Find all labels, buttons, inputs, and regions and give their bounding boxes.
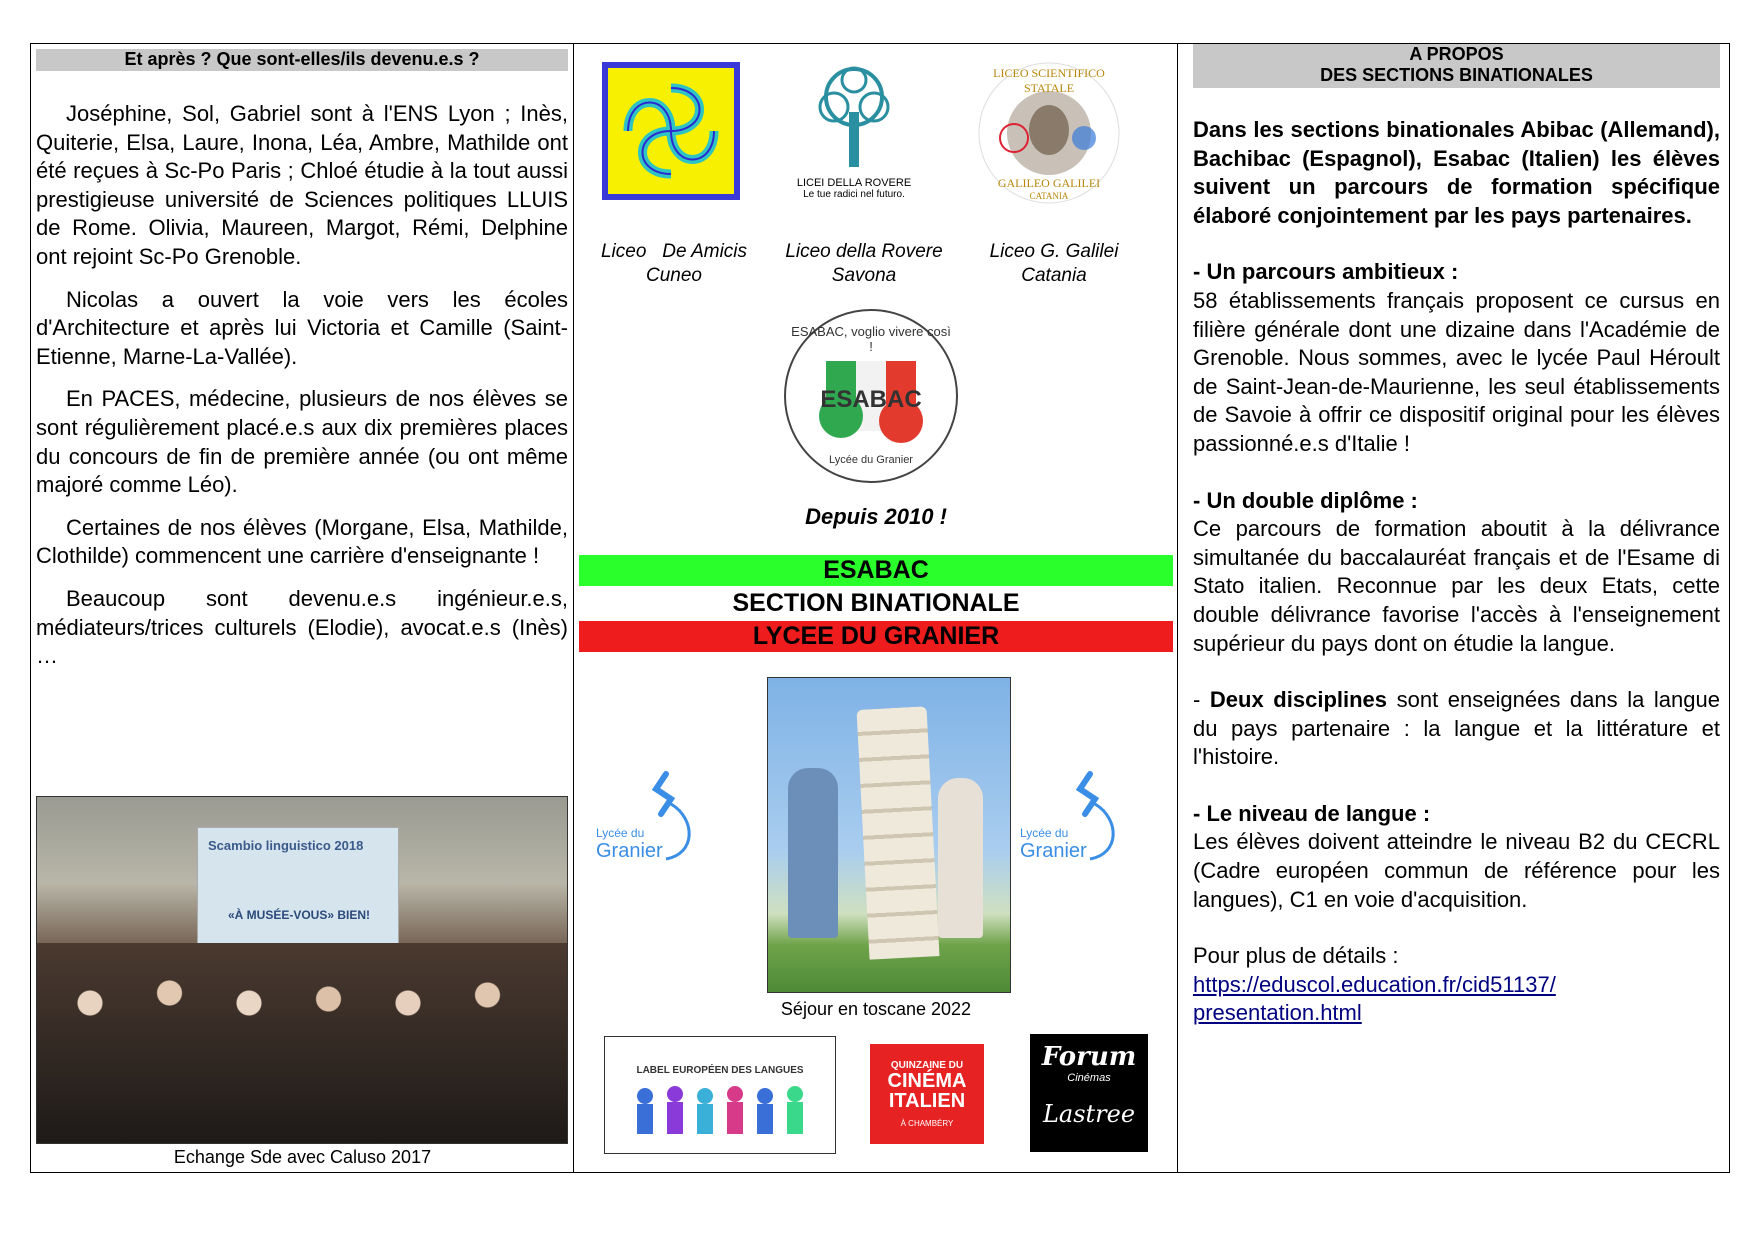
partner-city: Savona — [831, 265, 897, 286]
partner-name: Liceo della Rovere — [785, 241, 943, 262]
label-europeen-logo — [604, 1036, 836, 1154]
left-photo-caption: Echange Sde avec Caluso 2017 — [173, 1147, 432, 1167]
section-title: Deux disciplines — [1209, 687, 1388, 713]
partner-de-amicis — [579, 240, 769, 288]
forum-cinemas-logo — [1030, 1034, 1148, 1152]
rovere-logo-tagline: Le tue radici nel futuro. — [803, 189, 905, 200]
cinema-line3: ITALIEN — [888, 1090, 966, 1112]
section-text: Les élèves doivent atteindre le niveau B2 du CECRL (Cadre européen commun de référence pour les langues), C1 en voie d'acquisition. — [1193, 829, 1720, 912]
della-rovere-logo — [789, 62, 919, 202]
brochure-frame — [30, 43, 1730, 1173]
section-text: 58 établissements français proposent ce cursus en filière générale dont une dizaine dans l'Académie de Grenoble. Nous sommes, avec le lycée Paul Héroult de Saint-Jean-de-Maurienne, les seul établissements de Savoie à offrir ce dispositif original pour les élèves passionné.e.s d'Italie ! — [1193, 287, 1720, 456]
section-title: - Un parcours ambitieux : — [1193, 259, 1459, 285]
left-header: Et après ? Que sont-elles/ils devenu.e.s ? — [36, 49, 568, 71]
partner-name: Liceo De Amicis — [600, 241, 748, 262]
esabac-logo-bottom: Lycée du Granier — [829, 454, 913, 466]
esabac-logo-center: ESABAC — [820, 386, 922, 413]
esabac-logo — [781, 306, 961, 486]
granier-logo-line1: Lycée du — [1020, 826, 1069, 840]
celtic-knot-icon — [608, 68, 734, 194]
granier-logo-line2: Granier — [596, 840, 663, 862]
galilei-logo-bottom: GALILEO GALILEI — [997, 176, 1101, 190]
pisa-photo-caption: Séjour en toscane 2022 — [780, 999, 972, 1019]
section-ambitious — [1193, 258, 1720, 458]
band-esabac: ESABAC — [579, 555, 1173, 586]
partner-name: Liceo G. Galilei — [989, 241, 1119, 262]
right-header-line1: A PROPOS — [1409, 44, 1504, 64]
de-amicis-logo — [602, 62, 740, 200]
students-crowd — [37, 943, 567, 1143]
right-column — [1178, 44, 1730, 1172]
projection-subtitle: «À MUSÉE-VOUS» BIEN! — [228, 908, 371, 922]
intro-paragraph: Dans les sections binationales Abibac (Allemand), Bachibac (Espagnol), Esabac (Italien) les élèves suivent un parcours de formation spécifique élaboré conjointement par les pays partenaires. — [1193, 117, 1720, 228]
right-header — [1193, 44, 1720, 88]
paragraph-medicine: En PACES, médecine, plusieurs de nos élèves se sont régulièrement placé.e.s aux dix premières places du concours de fin de première année (ou ont même majoré comme Léo). — [36, 386, 568, 498]
middle-column — [574, 44, 1178, 1172]
section-language-level — [1193, 800, 1720, 914]
student-left — [788, 768, 838, 938]
granier-logo-line1: Lycée du — [596, 826, 645, 840]
cinema-city: À CHAMBÉRY — [900, 1119, 954, 1128]
galilei-logo-arc: LICEO SCIENTIFICO STATALE — [993, 66, 1105, 95]
pisa-tower-photo — [767, 677, 1011, 993]
rovere-logo-text: LICEI DELLA ROVERE — [796, 177, 912, 189]
section-title: - Le niveau de langue : — [1193, 800, 1431, 826]
projection-title: Scambio linguistico 2018 — [208, 838, 364, 853]
cinema-line2: CINÉMA — [887, 1070, 967, 1092]
section-disciplines — [1193, 686, 1720, 772]
cinema-italien-logo — [870, 1044, 984, 1144]
section-text: sont enseignées dans la langue du pays partenaire : la langue et la littérature et l'histoire. — [1193, 687, 1720, 770]
partner-galilei — [974, 240, 1134, 288]
forum-subtitle: Cinémas — [1067, 1072, 1111, 1084]
right-text — [1193, 116, 1720, 1056]
band-section: SECTION BINATIONALE — [579, 588, 1173, 619]
galilei-logo — [974, 58, 1124, 208]
paragraph-teaching: Certaines de nos élèves (Morgane, Elsa, Mathilde, Clothilde) commencent une carrière d'enseignante ! — [36, 514, 568, 569]
band-lycee: LYCEE DU GRANIER — [579, 621, 1173, 652]
exchange-group-photo — [36, 796, 568, 1144]
paragraph-careers: Beaucoup sont devenu.e.s ingénieur.e.s, médiateurs/trices culturels (Elodie), avocat.e.s (Inès) … — [36, 585, 568, 669]
people-silhouettes-icon — [605, 1076, 835, 1136]
link-line1[interactable]: https://eduscol.education.fr/cid51137/ — [1193, 971, 1556, 997]
forum-signature: Lastree — [1042, 1100, 1136, 1128]
partner-rovere — [764, 240, 964, 288]
section-double-diploma — [1193, 487, 1720, 659]
paragraph-alumni-schools: Joséphine, Sol, Gabriel sont à l'ENS Lyon ; Inès, Quiterie, Elsa, Laure, Inona, Léa, Ambre, Mathilde ont été reçues à Sc-Po Paris ; Chloé étudie à la tout aussi prestigieuse université de Sciences politiques LLUIS de Rome. Olivia, Maureen, Margot, Rémi, Delphine ont rejoint Sc-Po Grenoble. — [36, 101, 568, 269]
section-text: Ce parcours de formation aboutit à la délivrance simultanée du baccalauréat français et de l'Esame di Stato italien. Reconnue par les deux Etats, cette double délivrance favorise l'accès à l'enseignement supérieur du pays dont on étudie la langue. — [1193, 516, 1720, 656]
section-title: - Un double diplôme : — [1193, 487, 1418, 513]
left-column — [31, 44, 574, 1172]
granier-logo-right — [1020, 764, 1130, 884]
projection-screen — [197, 827, 399, 959]
label-europeen-text: LABEL EUROPÉEN DES LANGUES — [636, 1065, 804, 1076]
esabac-logo-arc: ESABAC, voglio vivere così ! — [791, 324, 951, 354]
cinema-line1: QUINZAINE DU — [890, 1060, 964, 1071]
galilei-logo-city: CATANIA — [1029, 191, 1069, 201]
details — [1193, 942, 1720, 1028]
granier-logo-line2: Granier — [1020, 840, 1087, 862]
partner-city: Cuneo — [646, 265, 702, 286]
forum-title: Forum — [1041, 1042, 1137, 1072]
partner-city: Catania — [1021, 265, 1087, 286]
oak-tree-icon — [789, 62, 919, 172]
link-line2[interactable]: presentation.html — [1193, 1000, 1362, 1026]
granier-logo-left — [596, 764, 706, 884]
eduscol-link[interactable] — [1193, 972, 1556, 1026]
student-right — [938, 778, 983, 938]
left-text — [36, 100, 568, 685]
section-dash: - — [1193, 687, 1210, 713]
paragraph-architecture: Nicolas a ouvert la voie vers les écoles d'Architecture et après lui Victoria et Camille (Saint-Etienne, Marne-La-Vallée). — [36, 286, 568, 369]
details-label: Pour plus de détails : — [1193, 943, 1399, 969]
leaning-tower — [857, 706, 940, 959]
right-header-line2: DES SECTIONS BINATIONALES — [1320, 65, 1593, 85]
since-2010: Depuis 2010 ! — [805, 504, 947, 529]
